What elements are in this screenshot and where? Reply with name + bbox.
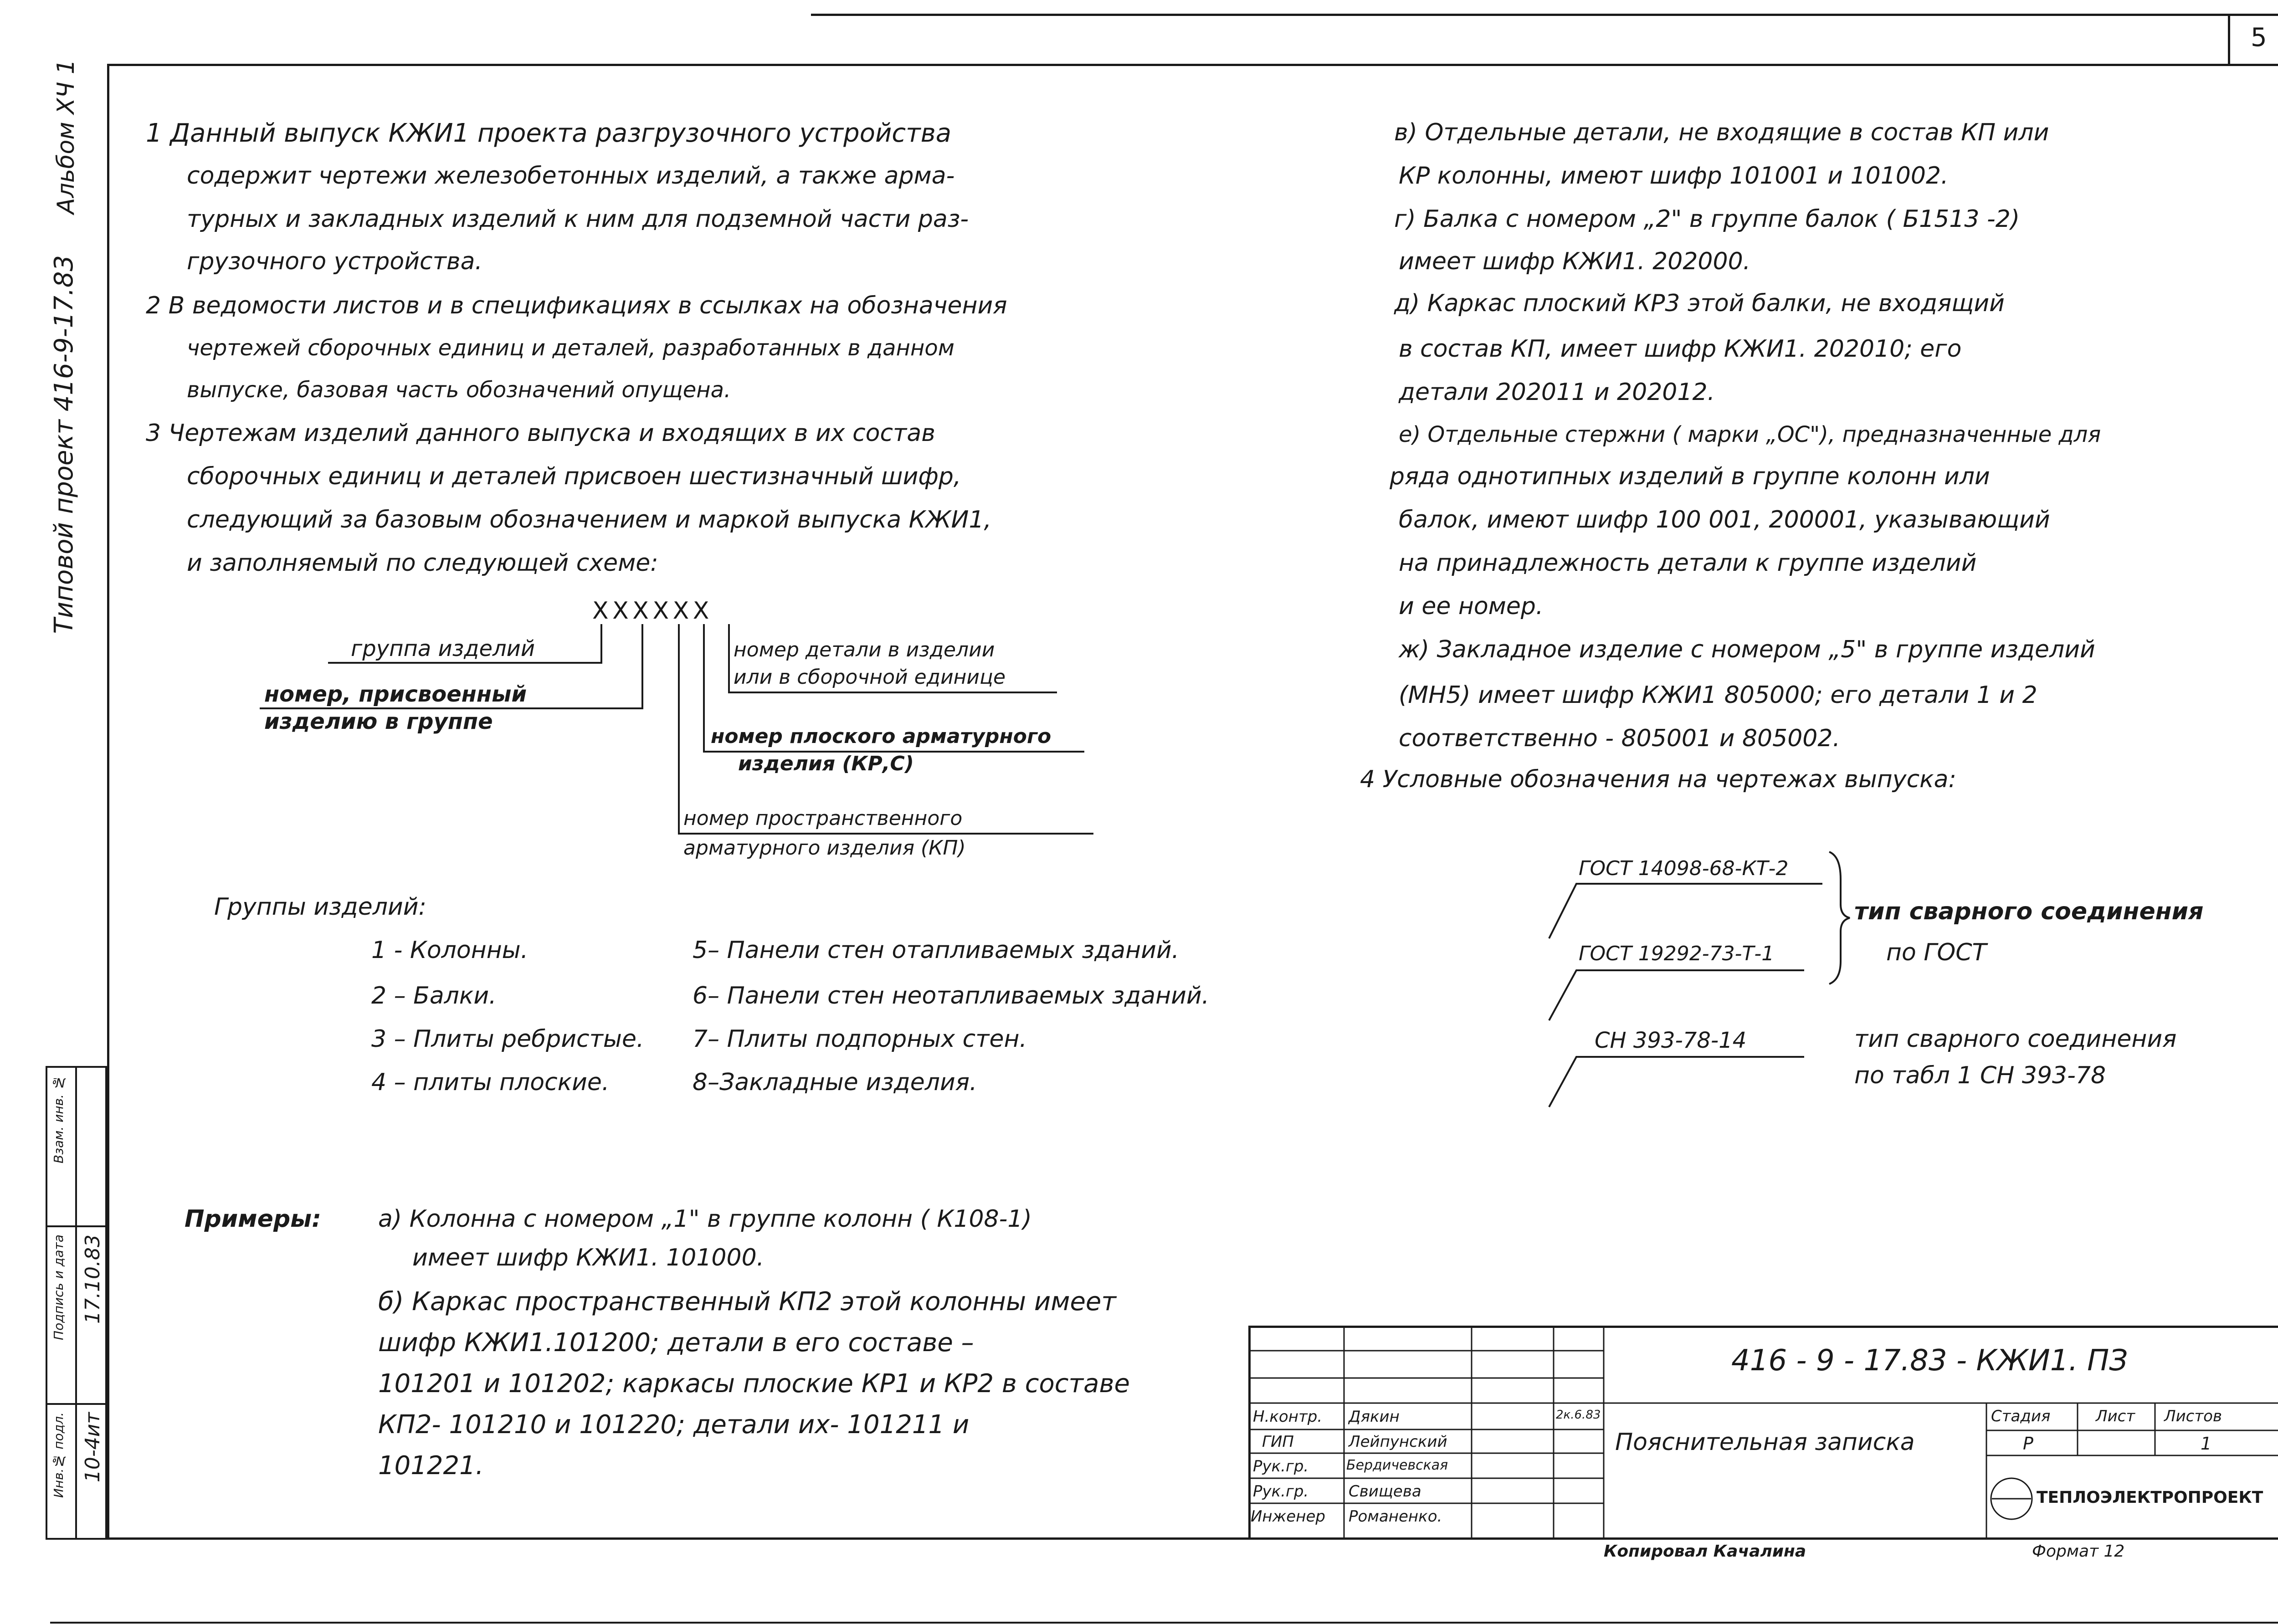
name-4: Свищева — [1349, 1482, 1421, 1501]
group-4: 4 – плиты плоские. — [371, 1069, 610, 1096]
note-3-line3: следующий за базовым обозначением и маркой выпуска КЖИ1, — [187, 506, 992, 533]
scheme-detail-1: номер детали в изделии — [734, 638, 995, 661]
note-3-line4: и заполняемый по следующей схеме: — [187, 549, 658, 577]
scheme-detail-2: или в сборочной единице — [734, 666, 1006, 689]
group-7: 7– Плиты подпорных стен. — [693, 1025, 1027, 1053]
scheme-code: X X X X X X — [592, 597, 708, 625]
margin-sign-label: Подпись и дата — [51, 1235, 66, 1340]
format-label: Формат 12 — [2032, 1542, 2125, 1561]
note-2-line3: выпуске, базовая часть обозначений опущена. — [187, 377, 731, 403]
note-zh-3: соответственно - 805001 и 805002. — [1399, 725, 1840, 752]
legend-sn-desc1: тип сварного соединения — [1854, 1025, 2177, 1053]
examples-label: Примеры: — [185, 1205, 321, 1233]
note-d-3: детали 202011 и 202012. — [1399, 379, 1715, 406]
group-2: 2 – Балки. — [371, 982, 497, 1009]
margin-stamp-divider — [75, 1066, 77, 1540]
group-5: 5– Панели стен отапливаемых зданий. — [693, 937, 1180, 964]
note-e-4: на принадлежность детали к группе изделий — [1399, 549, 1977, 577]
sheet-number: 5 — [2251, 23, 2267, 52]
note-zh-1: ж) Закладное изделие с номером „5" в группе изделий — [1399, 636, 2095, 663]
note-e-1: е) Отдельные стержни ( марки „ОС"), предназначенные для — [1399, 422, 2101, 447]
sheets-value: 1 — [2201, 1434, 2212, 1454]
scheme-flat-2: изделия (КР,С) — [738, 752, 914, 775]
note-g-1: г) Балка с номером „2" в группе балок ( Б1513 -2) — [1394, 205, 2020, 233]
note-e-5: и ее номер. — [1399, 593, 1544, 620]
note-3-line1: 3 Чертежам изделий данного выпуска и входящих в их состав — [146, 420, 935, 447]
note-1-line4: грузочного устройства. — [187, 248, 482, 275]
note-e-2: ряда однотипных изделий в группе колонн или — [1390, 463, 1990, 490]
scheme-flat-1: номер плоского арматурного — [711, 725, 1052, 748]
note-1-line3: турных и закладных изделий к ним для подземной части раз- — [187, 205, 969, 233]
legend-gost1: ГОСТ 14098-68-КТ-2 — [1579, 857, 1789, 880]
margin-stamp-row1 — [46, 1225, 107, 1227]
note-v-2: КР колонны, имеют шифр 101001 и 101002. — [1399, 162, 1949, 190]
role-3: Рук.гр. — [1253, 1457, 1309, 1475]
role-2: ГИП — [1262, 1433, 1294, 1451]
scheme-number-2: изделию в группе — [264, 709, 493, 734]
note-d-2: в состав КП, имеет шифр КЖИ1. 202010; его — [1399, 335, 1962, 363]
margin-album: Альбом XЧ 1 — [52, 59, 80, 214]
legend-sn-desc2: по табл 1 СН 393-78 — [1854, 1062, 2106, 1089]
legend-gost-desc2: по ГОСТ — [1886, 939, 1987, 966]
name-5: Романенко. — [1349, 1507, 1442, 1526]
name-3: Бердичевская — [1346, 1457, 1448, 1473]
scheme-number-1: номер, присвоенный — [264, 681, 527, 707]
note-4: 4 Условные обозначения на чертежах выпуска: — [1360, 766, 1956, 793]
margin-date-value: 17.10.83 — [81, 1235, 104, 1324]
note-2-line1: 2 В ведомости листов и в спецификациях в ссылках на обозначения — [146, 292, 1007, 319]
margin-stamp-row2 — [46, 1403, 107, 1405]
note-g-2: имеет шифр КЖИ1. 202000. — [1399, 248, 1751, 275]
legend-gost2: ГОСТ 19292-73-Т-1 — [1579, 942, 1775, 965]
org-name: ТЕПЛОЭЛЕКТРОПРОЕКТ — [2037, 1488, 2263, 1507]
example-b-3: 101201 и 101202; каркасы плоские КР1 и КР2 в составе — [378, 1369, 1130, 1399]
title-doc-name: Пояснительная записка — [1615, 1429, 1915, 1456]
scheme-spatial-1: номер пространственного — [683, 807, 963, 830]
group-1: 1 - Колонны. — [371, 937, 528, 964]
legend-gost-desc1: тип сварного соединения — [1854, 898, 2204, 925]
note-1-line2: содержит чертежи железобетонных изделий, а также арма- — [187, 162, 955, 190]
note-zh-2: (МН5) имеет шифр КЖИ1 805000; его детали 1 и 2 — [1399, 681, 2037, 709]
group-8: 8–Закладные изделия. — [693, 1069, 977, 1096]
stage-value: Р — [2023, 1434, 2033, 1454]
groups-title: Группы изделий: — [214, 893, 427, 921]
top-edge-line — [811, 14, 2278, 16]
sheet-label: Лист — [2096, 1407, 2135, 1425]
role-5: Инженер — [1251, 1507, 1325, 1526]
margin-replace-label: Взам. инв. № — [51, 1075, 66, 1163]
name-2: Лейпунский — [1349, 1433, 1447, 1451]
example-a-2: имеет шифр КЖИ1. 101000. — [412, 1244, 764, 1271]
name-1: Дякин — [1349, 1408, 1400, 1426]
approval-date: 2к.6.83 — [1556, 1408, 1601, 1422]
title-code: 416 - 9 - 17.83 - КЖИ1. ПЗ — [1731, 1344, 2128, 1378]
role-4: Рук.гр. — [1253, 1482, 1309, 1501]
example-a-1: а) Колонна с номером „1" в группе колонн ( К108-1) — [378, 1205, 1032, 1233]
example-b-1: б) Каркас пространственный КП2 этой колонны имеет — [378, 1287, 1117, 1317]
copied-by: Копировал Качалина — [1604, 1542, 1806, 1561]
margin-inv-label: Инв.№ подл. — [51, 1412, 66, 1498]
example-b-5: 101221. — [378, 1451, 484, 1481]
group-6: 6– Панели стен неотапливаемых зданий. — [693, 982, 1210, 1009]
note-1-line1: 1 Данный выпуск КЖИ1 проекта разгрузочного устройства — [146, 118, 952, 148]
frame-top — [107, 64, 2278, 66]
note-3-line2: сборочных единиц и деталей присвоен шестизначный шифр, — [187, 463, 961, 490]
scheme-group: группа изделий — [351, 636, 535, 661]
bottom-edge-line — [50, 1622, 2278, 1624]
example-b-2: шифр КЖИ1.101200; детали в его составе – — [378, 1328, 974, 1358]
example-b-4: КП2- 101210 и 101220; детали их- 101211 и — [378, 1410, 970, 1440]
legend-sn: СН 393-78-14 — [1595, 1028, 1747, 1053]
note-2-line2: чертежей сборочных единиц и деталей, разработанных в данном — [187, 335, 954, 361]
group-3: 3 – Плиты ребристые. — [371, 1025, 644, 1053]
margin-project: Типовой проект 416-9-17.83 — [49, 255, 79, 634]
note-d-1: д) Каркас плоский КР3 этой балки, не входящий — [1394, 290, 2005, 317]
margin-inv-value: 10-4ит — [81, 1412, 104, 1483]
sheets-label: Листов — [2164, 1407, 2222, 1425]
stage-label: Стадия — [1991, 1407, 2051, 1425]
note-v-1: в) Отдельные детали, не входящие в состав КП или — [1394, 119, 2049, 146]
note-e-3: балок, имеют шифр 100 001, 200001, указывающий — [1399, 506, 2050, 533]
scheme-spatial-2: арматурного изделия (КП) — [683, 836, 966, 860]
role-1: Н.контр. — [1253, 1408, 1323, 1426]
frame-left — [107, 64, 109, 1540]
